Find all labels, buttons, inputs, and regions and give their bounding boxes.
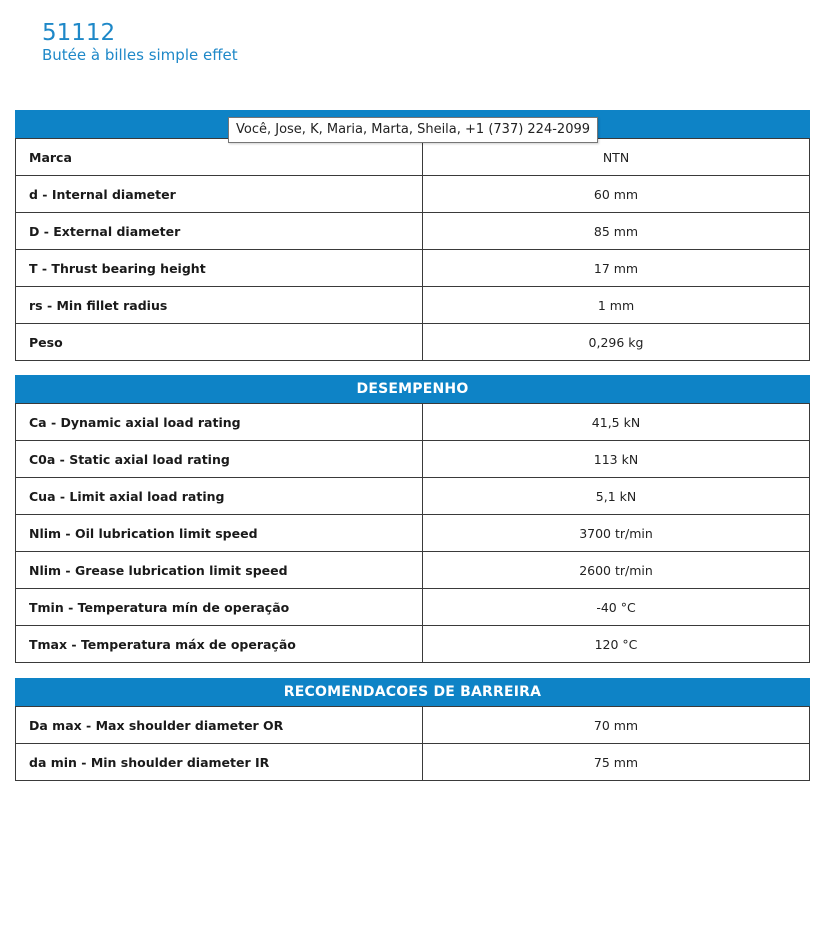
spec-table-recomendacoes: [15, 706, 810, 781]
spec-label: Marca: [16, 139, 423, 176]
table-row: [16, 744, 810, 781]
product-header: [42, 20, 238, 64]
table-row: [16, 707, 810, 744]
spec-label: Nlim - Grease lubrication limit speed: [16, 552, 423, 589]
product-description: Butée à billes simple effet: [42, 46, 238, 64]
spec-label: Peso: [16, 324, 423, 361]
spec-label: T - Thrust bearing height: [16, 250, 423, 287]
spec-label: rs - Min fillet radius: [16, 287, 423, 324]
spec-value: 75 mm: [423, 744, 810, 781]
spec-value: 41,5 kN: [423, 404, 810, 441]
spec-value: 5,1 kN: [423, 478, 810, 515]
spec-table-dimensions: [15, 138, 810, 361]
spec-label: da min - Min shoulder diameter IR: [16, 744, 423, 781]
section-recomendacoes: [15, 678, 810, 781]
product-code: 51112: [42, 20, 116, 46]
section-dimensions: [15, 110, 810, 361]
spec-label: Cua - Limit axial load rating: [16, 478, 423, 515]
spec-value: 3700 tr/min: [423, 515, 810, 552]
spec-label: Tmin - Temperatura mín de operação: [16, 589, 423, 626]
spec-label: d - Internal diameter: [16, 176, 423, 213]
table-row: [16, 441, 810, 478]
spec-label: Da max - Max shoulder diameter OR: [16, 707, 423, 744]
spec-label: Nlim - Oil lubrication limit speed: [16, 515, 423, 552]
spec-value: 120 °C: [423, 626, 810, 663]
spec-value: 0,296 kg: [423, 324, 810, 361]
table-row: [16, 287, 810, 324]
spec-value: NTN: [423, 139, 810, 176]
table-row: [16, 515, 810, 552]
table-row: [16, 139, 810, 176]
spec-value: 70 mm: [423, 707, 810, 744]
table-row: [16, 250, 810, 287]
spec-label: C0a - Static axial load rating: [16, 441, 423, 478]
table-row: [16, 478, 810, 515]
spec-label: Ca - Dynamic axial load rating: [16, 404, 423, 441]
table-row: [16, 213, 810, 250]
section-header-desempenho: DESEMPENHO: [15, 375, 810, 403]
spec-value: 2600 tr/min: [423, 552, 810, 589]
spec-value: -40 °C: [423, 589, 810, 626]
table-row: [16, 404, 810, 441]
spec-value: 60 mm: [423, 176, 810, 213]
table-row: [16, 626, 810, 663]
spec-label: Tmax - Temperatura máx de operação: [16, 626, 423, 663]
section-desempenho: [15, 375, 810, 663]
table-row: [16, 589, 810, 626]
spec-label: D - External diameter: [16, 213, 423, 250]
spec-value: 85 mm: [423, 213, 810, 250]
collaborators-tooltip: Você, Jose, K, Maria, Marta, Sheila, +1 (737) 224-2099: [228, 117, 598, 143]
section-header-recomendacoes: RECOMENDACOES DE BARREIRA: [15, 678, 810, 706]
spec-table-desempenho: [15, 403, 810, 663]
spec-value: 17 mm: [423, 250, 810, 287]
spec-value: 1 mm: [423, 287, 810, 324]
table-row: [16, 176, 810, 213]
table-row: [16, 552, 810, 589]
spec-value: 113 kN: [423, 441, 810, 478]
table-row: [16, 324, 810, 361]
